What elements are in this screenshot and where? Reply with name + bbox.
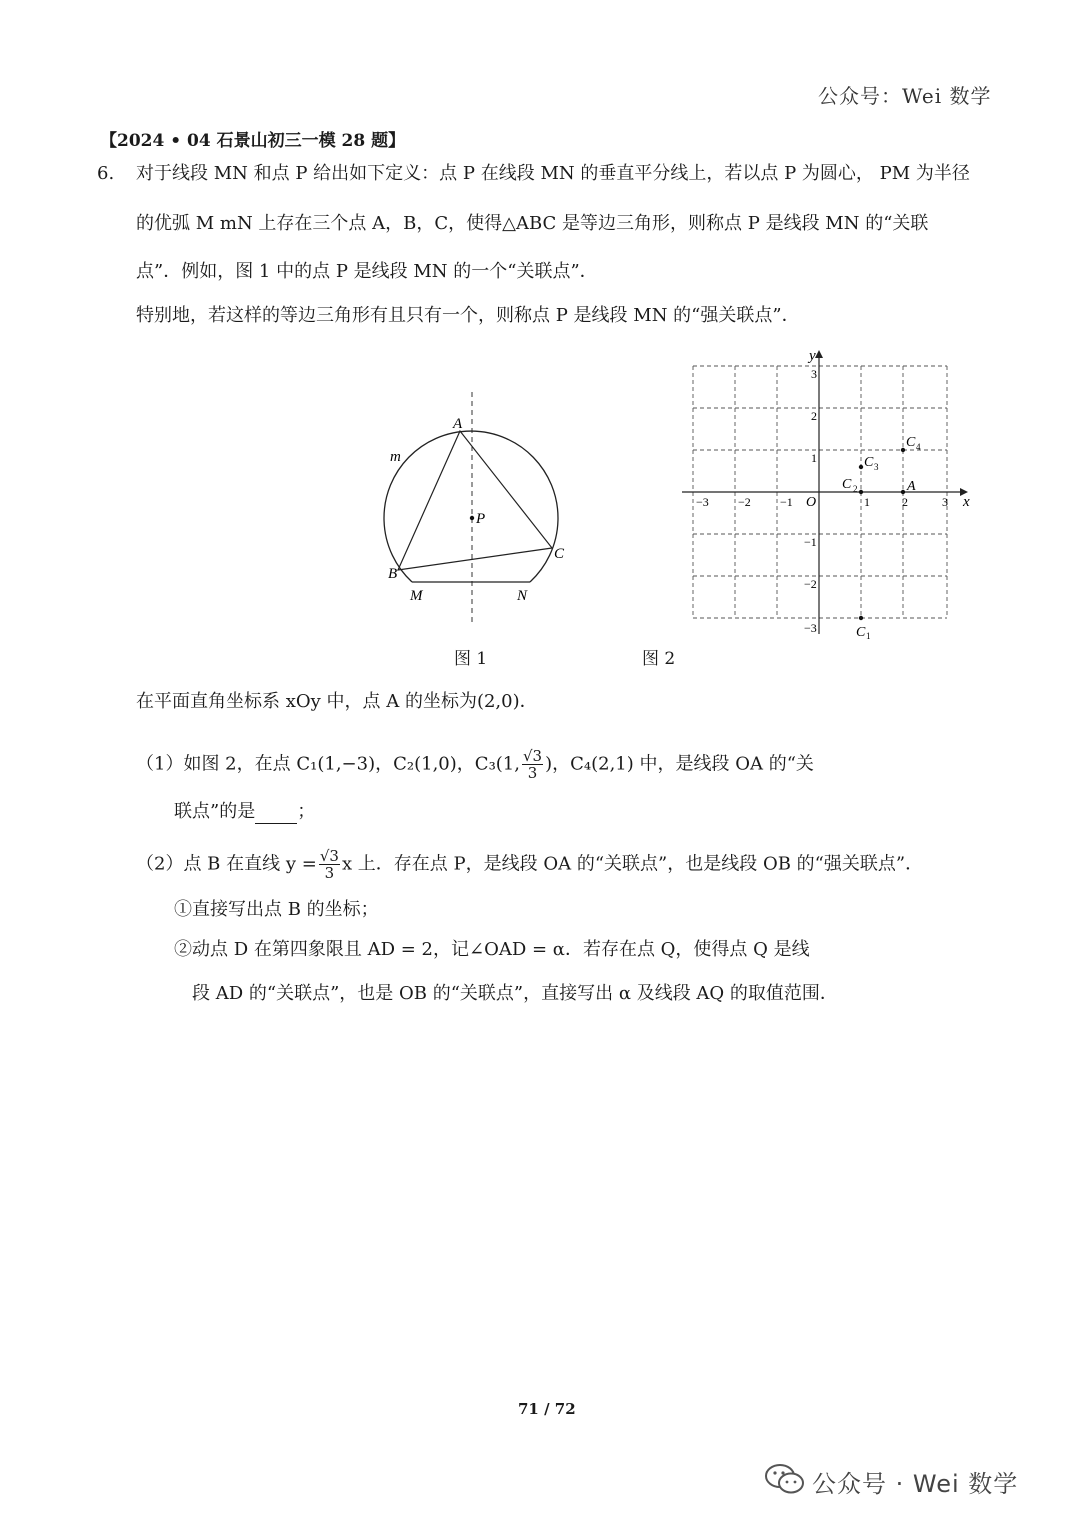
y-tick: −1 [804, 535, 817, 549]
x-tick: 1 [864, 495, 870, 509]
label-c: C [554, 546, 565, 562]
part-2-suffix: x 上．存在点 P，是线段 OA 的“关联点”，也是线段 OB 的“强关联点”． [341, 853, 924, 875]
label-point-c3: C [864, 455, 874, 470]
point-c3-coord-post: )， [545, 753, 571, 775]
point-c1 [859, 616, 863, 620]
fraction-root3-over-3: $\frac{√3}{3}$ [522, 747, 543, 782]
figure-1-circle-diagram [370, 390, 590, 630]
center-point-p [470, 516, 474, 520]
problem-line-2: 的优弧 M mN 上存在三个点 A，B，C，使得△ABC 是等边三角形，则称点 P 是线段 MN 的“关联 [136, 213, 929, 234]
wechat-header: 公众号：Wei 数学 [818, 84, 992, 108]
part-2-line-1 [136, 848, 923, 881]
x-tick: 3 [942, 495, 948, 509]
triangle-abc [398, 431, 552, 570]
problem-line-3: 点”．例如，图 1 中的点 P 是线段 MN 的一个“关联点”． [136, 261, 598, 282]
x-tick: −3 [696, 495, 709, 509]
part-1-line-2-text: 联点”的是 [174, 801, 256, 822]
label-point-c1: C [856, 625, 866, 640]
x-tick: −1 [780, 495, 793, 509]
fraction-root3-over-3: $\frac{√3}{3}$ [319, 847, 339, 882]
point-c4-coord: C₄(2,1) [570, 753, 634, 775]
sub-c3: 3 [874, 462, 879, 472]
x-axis-label: x [963, 494, 970, 510]
part-2-prefix: （2）点 B 在直线 y = [136, 853, 317, 875]
y-tick: −2 [804, 577, 817, 591]
wechat-icon [764, 1462, 806, 1496]
sub-c2: 2 [853, 484, 858, 494]
point-c4 [901, 448, 905, 452]
figure-2-caption: 图 2 [642, 649, 676, 669]
part-1-line-1 [136, 748, 814, 781]
label-m: M [410, 588, 423, 604]
y-tick: 2 [811, 409, 817, 423]
problem-source: 【2024 • 04 石景山初三一模 28 题】 [100, 131, 406, 151]
y-axis-label: y [809, 348, 816, 364]
label-a: A [453, 416, 463, 432]
origin-label: O [806, 495, 817, 510]
y-tick: 1 [811, 451, 817, 465]
footer-watermark: 公众号 · Wei 数学 [812, 1470, 1019, 1498]
x-tick: −2 [738, 495, 751, 509]
point-c3-coord-pre: C₃(1, [474, 753, 520, 775]
part-2-sub-2-line-2: 段 AD 的“关联点”，也是 OB 的“关联点”，直接写出 α 及线段 AQ 的取值范围． [192, 983, 838, 1004]
problem-number: 6. [97, 163, 115, 184]
problem-line-1: 对于线段 MN 和点 P 给出如下定义：点 P 在线段 MN 的垂直平分线上，若以点 P 为圆心， PM 为半径 [136, 163, 970, 184]
sub-c4: 4 [916, 442, 921, 452]
part-1-line-2-end: ； [297, 801, 316, 822]
y-tick: −3 [804, 621, 817, 635]
answer-blank [255, 805, 297, 824]
part-2-sub-1: ①直接写出点 B 的坐标； [174, 899, 379, 920]
point-a [901, 490, 905, 494]
label-arc-m: m [390, 449, 401, 465]
point-c3 [859, 465, 863, 469]
figure-2-coordinate-grid [676, 344, 976, 644]
page-number: 71 / 72 [518, 1400, 576, 1418]
y-axis-arrow [815, 350, 823, 358]
point-c1-coord: C₁(1,−3)， [296, 753, 394, 775]
x-tick: 2 [902, 495, 908, 509]
intro-line: 在平面直角坐标系 xOy 中，点 A 的坐标为(2,0)． [136, 691, 538, 712]
part-1-line-2 [174, 800, 315, 824]
part-1-prefix: （1）如图 2，在点 [136, 753, 291, 775]
sub-c1: 1 [866, 631, 871, 641]
label-point-a: A [907, 479, 916, 494]
part-2-sub-2-line-1: ②动点 D 在第四象限且 AD = 2，记∠OAD = α．若存在点 Q，使得点 Q 是线 [174, 939, 810, 960]
label-p: P [476, 511, 486, 527]
part-1-suffix: 中，是线段 OA 的“关 [639, 753, 814, 775]
y-tick: 3 [811, 367, 817, 381]
label-point-c4: C [906, 435, 916, 450]
problem-line-4: 特别地，若这样的等边三角形有且只有一个，则称点 P 是线段 MN 的“强关联点”． [136, 305, 800, 326]
point-c2-coord: C₂(1,0)， [393, 753, 475, 775]
label-n: N [517, 588, 528, 604]
figure-1-caption: 图 1 [454, 649, 488, 669]
label-b: B [388, 566, 398, 582]
label-point-c2: C [842, 477, 852, 492]
point-c2 [859, 490, 863, 494]
